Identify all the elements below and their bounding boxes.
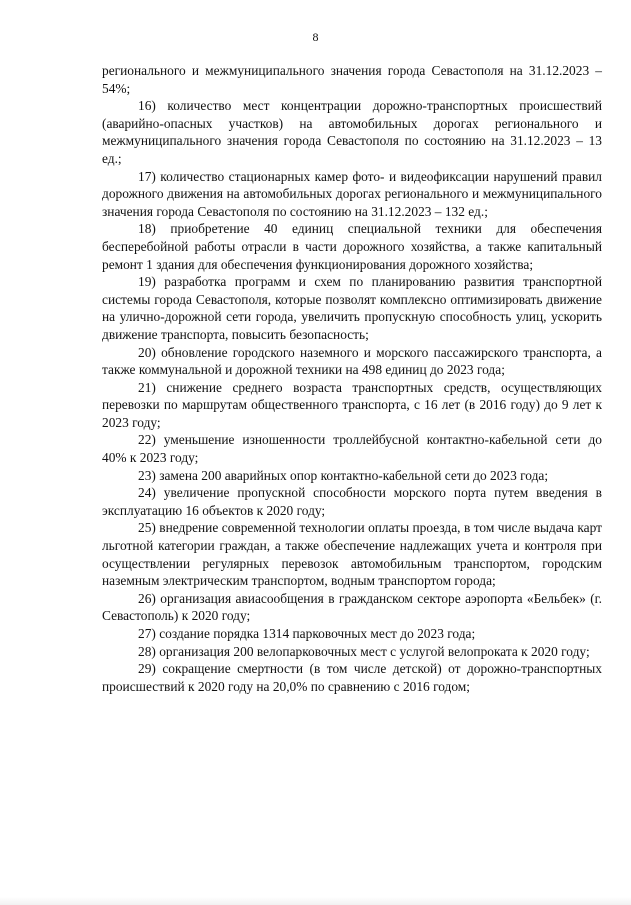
- page-number: 8: [312, 30, 319, 44]
- paragraph-18: 18) приобретение 40 единиц специальной техники для обеспечения бесперебойной работы отрасли в части дорожного хозяйства, а также капитальный ремонт 1 здания для обеспечения функционирования дорожного хозяйства;: [102, 221, 602, 272]
- paragraph-15-continuation: регионального и межмуниципального значения города Севастополя на 31.12.2023 – 54%;: [102, 63, 602, 96]
- paragraph-22: 22) уменьшение изношенности троллейбусной контактно-кабельной сети до 40% к 2023 году;: [102, 432, 602, 466]
- paragraph-25: 25) внедрение современной технологии оплаты проезда, в том числе выдача карт льготной категории граждан, а также обеспечение надлежащих учета и контроля при осуществлении регулярных перевозок автомобильным транспортом, городским наземным электрическим транспортом, водным транспортом города;: [102, 520, 602, 589]
- paragraph-19: 19) разработка программ и схем по планированию развития транспортной системы города Севастополя, которые позволят комплексно оптимизировать движение на улично-дорожной сети города, увеличить пропускную способность улиц, ускорить движение транспорта, повысить безопасность;: [102, 274, 602, 342]
- paragraph-27: 27) создание порядка 1314 парковочных мест до 2023 года;: [138, 626, 476, 641]
- scan-edge-shadow: [0, 897, 631, 905]
- paragraph-17: 17) количество стационарных камер фото- и видеофиксации нарушений правил дорожного движения на автомобильных дорогах регионального и межмуниципального значения города Севастополя по состоянию на 31.12.2023 – 132 ед.;: [102, 168, 602, 219]
- paragraph-21: 21) снижение среднего возраста транспортных средств, осуществляющих перевозки по маршрутам общественного транспорта, с 16 лет (в 2016 году) до 9 лет к 2023 году;: [102, 379, 602, 430]
- paragraph-28: 28) организация 200 велопарковочных мест с услугой велопроката к 2020 году;: [138, 643, 590, 659]
- paragraph-24: 24) увеличение пропускной способности морского порта путем введения в эксплуатацию 16 объектов к 2020 году;: [102, 485, 602, 518]
- paragraph-23: 23) замена 200 аварийных опор контактно-кабельной сети до 2023 года;: [138, 467, 549, 483]
- paragraph-26: 26) организация авиасообщения в гражданском секторе аэропорта «Бельбек» (г. Севастополь) к 2020 году;: [102, 590, 602, 624]
- paragraph-20: 20) обновление городского наземного и морского пассажирского транспорта, а также коммунальной и дорожной техники на 498 единиц до 2023 года;: [102, 344, 602, 378]
- paragraph-29: 29) сокращение смертности (в том числе детской) от дорожно-транспортных происшествий к 2020 году на 20,0% по сравнению с 2016 годом;: [102, 661, 602, 694]
- document-body: [102, 62, 602, 695]
- paragraph-16: 16) количество мест концентрации дорожно-транспортных происшествий (аварийно-опасных участков) на автомобильных дорогах регионального и межмуниципального значения города Севастополя по состоянию на 31.12.2023 – 13 ед.;: [102, 98, 602, 166]
